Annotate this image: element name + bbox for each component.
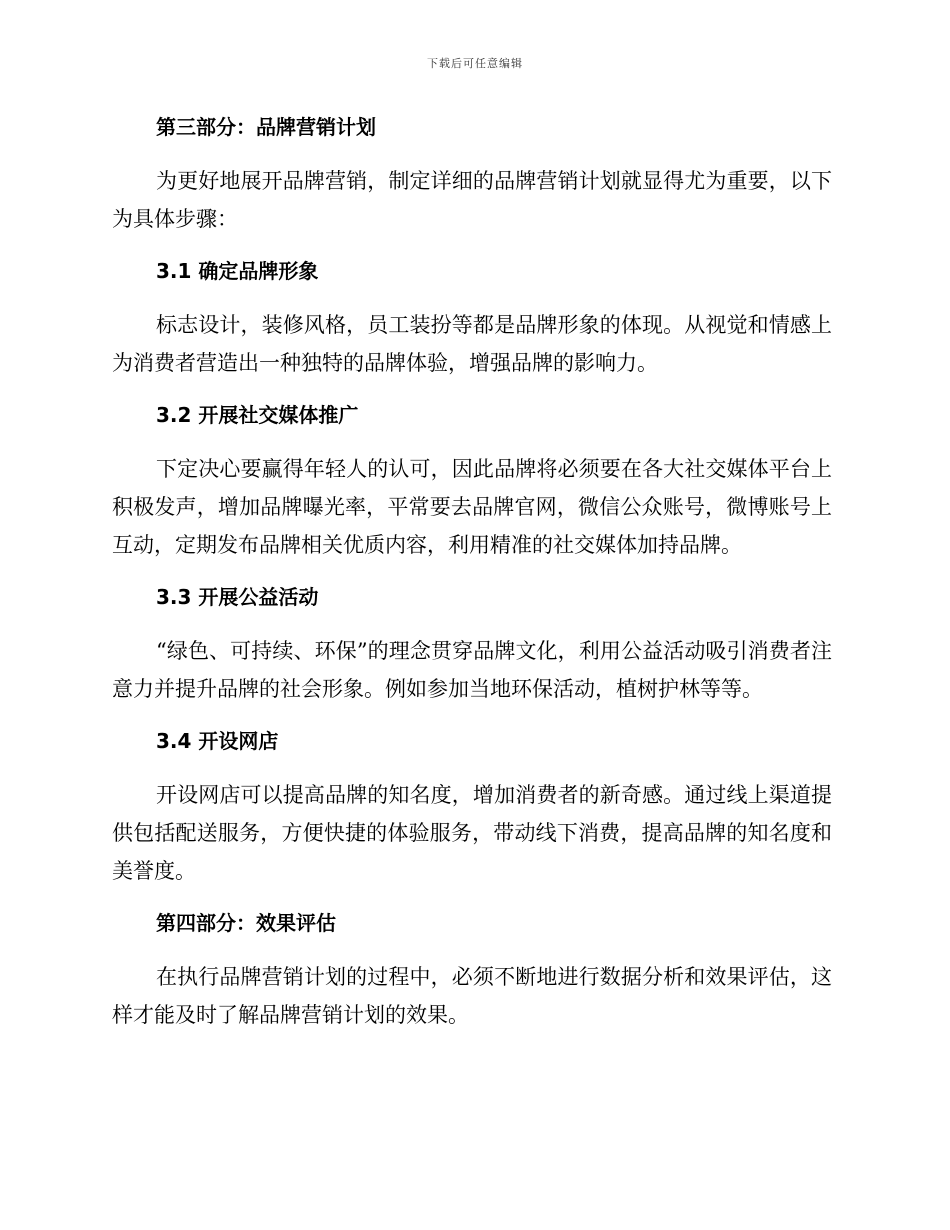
- paragraph-3-2: 下定决心要赢得年轻人的认可，因此品牌将必须要在各大社交媒体平台上积极发声，增加品牌曝光率，平常要去品牌官网，微信公众账号，微博账号上互动，定期发布品牌相关优质内容，利用精准的社交媒体加持品牌。: [112, 457, 832, 557]
- paragraph-intro: 为更好地展开品牌营销，制定详细的品牌营销计划就显得尤为重要，以下为具体步骤：: [112, 169, 832, 231]
- paragraph-3-4: 开设网店可以提高品牌的知名度，增加消费者的新奇感。通过线上渠道提供包括配送服务，方便快捷的体验服务，带动线下消费，提高品牌的知名度和美誉度。: [112, 783, 832, 883]
- section-heading-3-4: 3.4 开设网店: [156, 729, 279, 753]
- header-note: 下载后可任意编辑: [427, 57, 523, 70]
- section-heading-part3: 第三部分：品牌营销计划: [156, 115, 376, 139]
- paragraph-part4: 在执行品牌营销计划的过程中，必须不断地进行数据分析和效果评估，这样才能及时了解品牌营销计划的效果。: [112, 965, 832, 1027]
- paragraph-3-3: “绿色、可持续、环保”的理念贯穿品牌文化，利用公益活动吸引消费者注意力并提升品牌的社会形象。例如参加当地环保活动，植树护林等等。: [112, 639, 832, 701]
- document-body: [112, 108, 832, 1048]
- section-heading-part4: 第四部分：效果评估: [156, 911, 336, 935]
- section-heading-3-1: 3.1 确定品牌形象: [156, 259, 319, 283]
- paragraph-3-1: 标志设计，装修风格，员工装扮等都是品牌形象的体现。从视觉和情感上为消费者营造出一种独特的品牌体验，增强品牌的影响力。: [112, 313, 832, 375]
- section-heading-3-3: 3.3 开展公益活动: [156, 585, 319, 609]
- section-heading-3-2: 3.2 开展社交媒体推广: [156, 403, 359, 427]
